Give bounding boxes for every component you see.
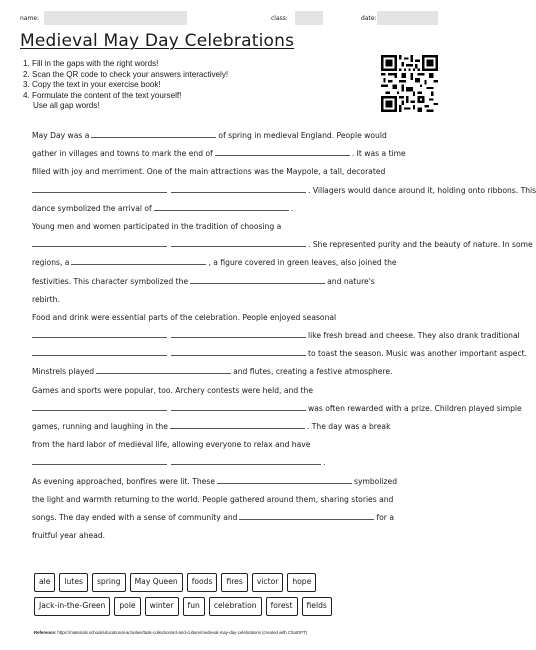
word-chip[interactable]: hope [287, 573, 316, 592]
instruction-4: 4. Formulate the content of the text yourself! [23, 90, 182, 100]
text-line [32, 509, 432, 527]
word-chip[interactable]: lutes [59, 573, 88, 592]
text-segment: . [323, 458, 326, 468]
date-label: date: [361, 15, 377, 22]
word-chip[interactable]: pole [114, 597, 140, 616]
gap-field[interactable] [32, 455, 167, 465]
class-label: class: [271, 15, 288, 22]
word-bank [34, 573, 332, 621]
text-line [32, 400, 522, 418]
instruction-3: 3. Copy the text in your exercise book! [23, 80, 161, 89]
text-line [32, 382, 432, 400]
text-line [32, 309, 432, 327]
text-line [32, 473, 432, 491]
gap-field[interactable] [171, 237, 306, 247]
text-line [32, 345, 528, 363]
word-bank-row [34, 597, 332, 616]
text-segment: . It was a time [351, 149, 406, 159]
word-bank-row [34, 573, 332, 592]
class-field[interactable] [295, 11, 323, 25]
word-chip[interactable]: celebration [209, 597, 262, 616]
text-line [32, 218, 432, 236]
gap-field[interactable] [215, 146, 350, 156]
gap-field[interactable] [32, 401, 167, 411]
text-segment: and nature's [327, 276, 375, 286]
text-segment: Minstrels played [32, 367, 95, 377]
text-segment: for a [376, 512, 394, 522]
gap-field[interactable] [190, 274, 325, 284]
text-segment: songs. The day ended with a sense of community and [32, 512, 238, 522]
text-segment: Food and drink were essential parts of the celebration. People enjoyed seasonal [32, 312, 337, 322]
text-segment: from the hard labor of medieval life, allowing everyone to relax and have [32, 440, 311, 450]
text-line [32, 182, 536, 200]
instructions [23, 59, 228, 112]
text-segment: like fresh bread and cheese. They also drank traditional [308, 331, 520, 341]
text-segment: . She represented purity and the beauty of nature. In some [308, 240, 533, 250]
text-line [32, 418, 432, 436]
text-segment: was often rewarded with a prize. Children played simple [308, 403, 522, 413]
gap-field[interactable] [171, 183, 306, 193]
gap-field[interactable] [32, 183, 167, 193]
gap-field[interactable] [171, 455, 321, 465]
text-segment: rebirth. [32, 294, 60, 304]
reference [34, 630, 307, 635]
text-line [32, 254, 432, 272]
text-segment: regions, a [32, 258, 70, 268]
text-segment: , a figure covered in green leaves, also joined the [208, 258, 397, 268]
text-segment: May Day was a [32, 131, 90, 140]
text-segment: . Villagers would dance around it, holding onto ribbons. This [308, 185, 536, 195]
text-segment: As evening approached, bonfires were lit. These [32, 476, 215, 486]
text-segment: . [290, 203, 294, 213]
text-segment: Young men and women participated in the tradition of choosing a [32, 221, 282, 231]
text-line [32, 291, 432, 309]
gap-field[interactable] [171, 346, 306, 356]
word-chip[interactable]: winter [145, 597, 179, 616]
word-chip[interactable]: ale [34, 573, 55, 592]
text-line [32, 363, 432, 381]
gap-field[interactable] [71, 255, 206, 265]
text-segment: symbolized [354, 476, 398, 486]
text-segment: festivities. This character symbolized the [32, 276, 189, 286]
text-segment: . The day was a break [306, 422, 391, 431]
text-segment: of spring in medieval England. People would [218, 131, 387, 140]
gap-field[interactable] [170, 419, 305, 429]
gap-field[interactable] [239, 510, 374, 520]
gap-field[interactable] [91, 128, 216, 138]
word-chip[interactable]: victor [252, 573, 284, 592]
word-chip[interactable]: foods [187, 573, 218, 592]
gap-field[interactable] [96, 364, 231, 374]
gap-field[interactable] [32, 328, 167, 338]
word-chip[interactable]: May Queen [130, 573, 183, 592]
text-segment: gather in villages and towns to mark the end of [32, 149, 213, 159]
text-line [32, 273, 432, 291]
word-chip[interactable]: Jack-in-the-Green [34, 597, 110, 616]
fill-in-text [32, 127, 536, 545]
text-line [32, 145, 432, 163]
text-segment: dance symbolized the arrival of [32, 203, 152, 213]
date-field[interactable] [377, 11, 438, 25]
instruction-2: 2. Scan the QR code to check your answers interactively! [23, 69, 229, 79]
text-segment: Games and sports were popular, too. Archery contests were held, and the [32, 385, 314, 395]
text-line [32, 436, 432, 454]
name-label: name: [20, 15, 40, 22]
text-segment: fruitful year ahead. [32, 531, 106, 541]
qr-code-icon[interactable] [381, 55, 438, 112]
instruction-4-note: Use all gap words! [33, 101, 100, 110]
text-line [32, 236, 533, 254]
text-line [32, 163, 432, 181]
text-segment: and flutes, creating a festive atmosphere. [233, 367, 393, 377]
gap-field[interactable] [32, 237, 167, 247]
gap-field[interactable] [32, 346, 167, 356]
instruction-1: 1. Fill in the gaps with the right words! [23, 59, 159, 68]
reference-label: Reference: [34, 630, 57, 635]
text-segment: the light and warmth returning to the world. People gathered around them, sharing stories and [32, 494, 394, 504]
gap-field[interactable] [154, 201, 289, 211]
text-line [32, 127, 432, 145]
text-line [32, 491, 432, 509]
gap-field[interactable] [171, 401, 306, 411]
text-segment: to toast the season. Music was another important aspect. [308, 349, 528, 359]
text-segment: filled with joy and merriment. One of the main attractions was the Maypole, a tall, decorated [32, 167, 386, 177]
gap-field[interactable] [217, 474, 352, 484]
text-line [32, 200, 432, 218]
word-chip[interactable]: fields [302, 597, 332, 616]
word-chip[interactable]: spring [92, 573, 126, 592]
page-title: Medieval May Day Celebrations [20, 31, 295, 51]
text-line [32, 327, 520, 345]
text-line [32, 454, 432, 472]
text-line [32, 527, 432, 545]
worksheet-header [0, 11, 460, 27]
reference-text: https://materials.school/educational-activities/task-collection/art-and-culture/medieval-may-day-celebrations (created with ChatGPT) [57, 630, 308, 635]
gap-field[interactable] [171, 328, 306, 338]
word-chip[interactable]: forest [266, 597, 298, 616]
word-chip[interactable]: fun [183, 597, 205, 616]
text-segment: games, running and laughing in the [32, 422, 168, 431]
name-field[interactable] [44, 11, 187, 25]
word-chip[interactable]: fires [221, 573, 247, 592]
